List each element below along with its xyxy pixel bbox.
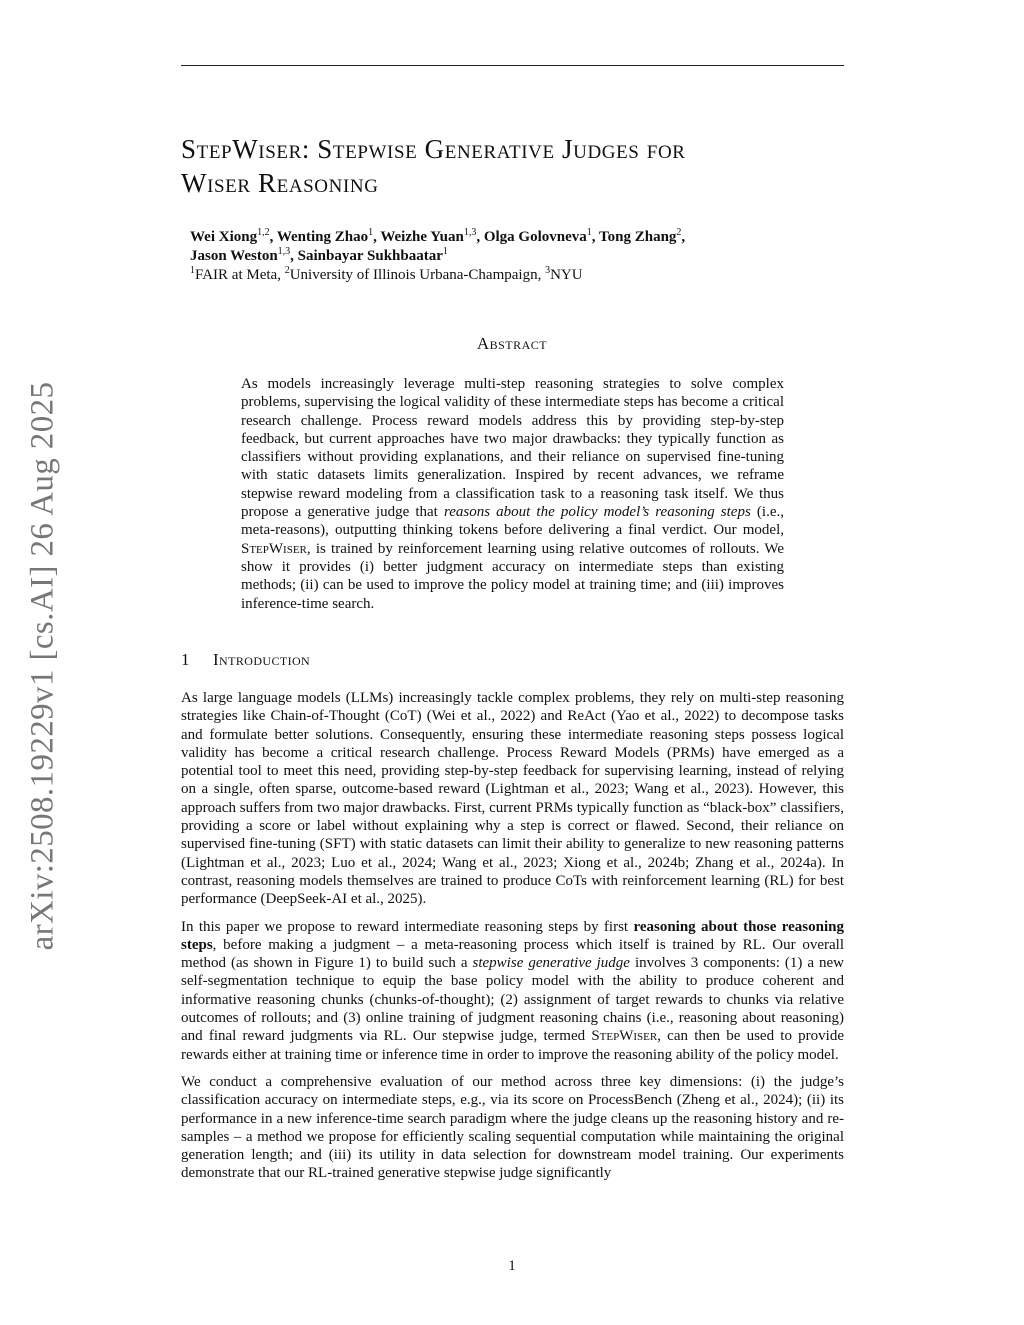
paragraph: We conduct a comprehensive evaluation of our method across three key dimensions: (i) the judge’s classification accuracy on intermediate steps, e.g., via its score on ProcessBench (Zheng et al., 2024); (ii) its performance in a new inference-time search paradigm where the judge cleans up the reasoning history and re-samples – a method we propose for efficiently scaling sequential computation while maintaining the original generation length; and (iii) its utility in data selection for downstream model training. Our experiments demonstrate that our RL-trained generative stepwise judge significantly	[181, 1073, 844, 1182]
author-names: Wei Xiong$^{1,2}$, Wenting Zhao$^1$, Weizhe Yuan$^{1,3}$, Olga Golovneva$^1$, Tong Zhang$^2$, Jason Weston$^{1,3}$, Sainbayar Sukhbaatar$^1$	[190, 227, 686, 264]
abstract-part: (i.e., meta-reasons), outputting thinking tokens before delivering a final verdict. Our model,	[241, 504, 784, 539]
author-name: Olga Golovneva	[483, 229, 587, 245]
arxiv-sidebar	[0, 0, 80, 1325]
model-name: StepWiser	[591, 1028, 658, 1045]
affiliation: NYU	[550, 267, 583, 283]
paragraph: As large language models (LLMs) increasingly tackle complex problems, they rely on multi-step reasoning strategies like Chain-of-Thought (CoT) (Wei et al., 2022) and ReAct (Yao et al., 2022) to decompose tasks and formulate better solutions. Consequently, ensuring these intermediate reasoning steps possess logical validity has become a critical research challenge. Process Reward Models (PRMs) have emerged as a potential tool to meet this need, providing step-by-step feedback for supervising learning, instead of relying on a single, often sparse, outcome-based reward (Lightman et al., 2023; Wang et al., 2023). However, this approach suffers from two major drawbacks. First, current PRMs typically function as “black-box” classifiers, providing a score or label without explaining why a step is correct or flawed. Second, their reliance on supervised fine-tuning (SFT) with static datasets can limit their ability to generalize to new reasoning patterns (Lightman et al., 2023; Luo et al., 2024; Wang et al., 2023; Xiong et al., 2024b; Zhang et al., 2024a). In contrast, reasoning models themselves are trained to produce CoTs with reinforcement learning (RL) for best performance (DeepSeek-AI et al., 2025).	[181, 690, 844, 908]
abstract-part: As models increasingly leverage multi-step reasoning strategies to solve complex problems, supervising the logical validity of these intermediate steps has become a critical research challenge. Process reward models address this by providing step-by-step feedback, but current approaches have two major drawbacks: they typically function as classifiers without providing explanations, and their reliance on supervised fine-tuning with static datasets limits generalization. Inspired by recent advances, we reframe stepwise reward modeling from a classification task to a reasoning task itself. We thus propose a generative judge that	[241, 376, 784, 521]
top-rule	[181, 65, 844, 66]
introduction-body	[181, 689, 844, 1192]
author-name: Wei Xiong	[190, 229, 258, 245]
bold-text: reasoning about those reasoning steps	[181, 918, 844, 953]
title-line-1: StepWiser: Stepwise Generative Judges for	[181, 134, 686, 164]
section-title: Introduction	[213, 650, 311, 669]
author-name: Jason Weston	[190, 248, 278, 264]
paper-title	[181, 132, 844, 200]
author-affiliation-mark: 1	[586, 227, 592, 238]
author-block	[190, 228, 830, 285]
section-number: 1	[181, 650, 190, 669]
author-affiliation-mark: 1,2	[257, 227, 270, 238]
abstract-part: , is trained by reinforcement learning using relative outcomes of rollouts. We show it provides (i) better judgment accuracy on intermediate steps than existing methods; (ii) can be used to improve the policy model at training time; and (iii) improves inference-time search.	[241, 540, 784, 612]
title-line-2: Wiser Reasoning	[181, 168, 379, 198]
author-affiliation-mark: 1,3	[463, 227, 477, 238]
affiliation-mark: 3	[545, 265, 551, 276]
italic-text: stepwise generative judge	[472, 955, 630, 972]
author-affiliation-mark: 1,3	[277, 246, 291, 257]
author-affiliation-mark: 1	[442, 246, 448, 257]
abstract-emphasis: reasons about the policy model’s reasoning steps	[443, 504, 751, 521]
author-name: Weizhe Yuan	[380, 229, 464, 245]
text-run: , can then be used to provide rewards either at training time or inference time in order to improve the reasoning ability of the policy model.	[181, 1028, 844, 1063]
author-name: Wenting Zhao	[276, 229, 369, 245]
affiliation: FAIR at Meta,	[195, 267, 281, 283]
text-run: , before making a judgment – a meta-reasoning process which itself is trained by RL. Our overall method (as shown in Figure 1) to build such a	[181, 936, 844, 972]
paragraph	[181, 918, 844, 1064]
text-run: involves 3 components: (1) a new self-segmentation technique to equip the base policy model with the ability to produce coherent and informative reasoning chunks (chunks-of-thought); (2) assignment of target rewards to chunks via relative outcomes of rollouts; and (3) online training of judgment reasoning chains (i.e., reasoning about reasoning) and final reward judgments via RL. Our stepwise judge, termed	[181, 955, 844, 1045]
affiliation: University of Illinois Urbana-Champaign,	[289, 267, 542, 283]
model-name: StepWiser	[241, 540, 307, 557]
abstract-heading: Abstract	[476, 334, 548, 353]
arxiv-identifier[interactable]: arXiv:2508.19229v1 [cs.AI] 26 Aug 2025	[24, 381, 61, 951]
abstract-text	[241, 375, 784, 613]
author-affiliation-mark: 1	[368, 227, 374, 238]
section-heading-introduction	[181, 650, 310, 670]
text-run: In this paper we propose to reward intermediate reasoning steps by first	[181, 918, 634, 935]
affiliation-mark: 1	[190, 265, 195, 276]
page-number: 1	[508, 1258, 516, 1274]
author-affiliation-mark: 2	[676, 227, 682, 238]
affiliations	[190, 266, 830, 285]
author-name: Tong Zhang	[599, 229, 677, 245]
affiliation-mark: 2	[284, 265, 290, 276]
author-name: Sainbayar Sukhbaatar	[297, 248, 443, 264]
